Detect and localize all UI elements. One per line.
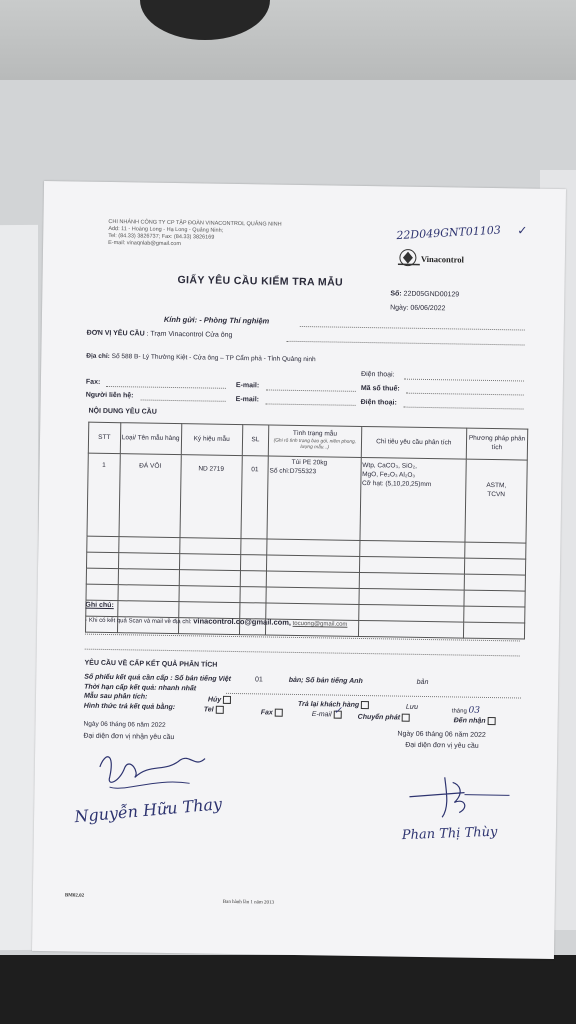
- col-condition: [268, 425, 361, 457]
- courier-checkbox[interactable]: [402, 714, 410, 722]
- criteria-line-1: Wtp, CaCO₃, SiO₂,: [362, 461, 417, 470]
- date-value: 06/06/2022: [410, 304, 446, 313]
- svg-text:Vinacontrol: Vinacontrol: [420, 253, 464, 265]
- tel-label: Tel: [203, 706, 214, 714]
- cell-qty: 01: [241, 456, 269, 539]
- contact-label: Người liên hệ:: [85, 391, 134, 400]
- copies-label: Số phiếu kết quả cần cấp : Số bản tiếng Việt: [84, 673, 232, 683]
- copies-unit-2: bản: [416, 678, 429, 687]
- greeting: Kính gửi: - Phòng Thí nghiệm: [163, 314, 270, 326]
- fax-option-label: Fax: [260, 709, 273, 717]
- col-symbol: Ký hiệu mẫu: [181, 424, 243, 456]
- after-analysis-label: Mẫu sau phân tích:: [83, 692, 148, 701]
- left-sign-title: Đại diện đơn vị nhận yêu cầu: [83, 732, 175, 742]
- right-sign-date: Ngày 06 tháng 06 năm 2022: [397, 730, 486, 739]
- notes-email-1: vinacontrol.co@gmail.com,: [193, 616, 292, 627]
- date-label: Ngày:: [390, 304, 409, 312]
- handwritten-code: 22D049GNT01103: [396, 223, 502, 243]
- return-label: Trả lại khách hàng: [297, 700, 360, 709]
- option-courier[interactable]: [358, 713, 411, 722]
- pickup-label: Đến nhận: [453, 717, 486, 725]
- months-label: tháng: [451, 708, 467, 715]
- phone-label: Điện thoại:: [361, 370, 395, 379]
- col-condition-note: (Ghi rõ tình trạng bao gói, niêm phong, lượng mẫu...): [273, 438, 357, 451]
- left-signer-name: Nguyễn Hữu Thay: [73, 794, 223, 827]
- form-code: BM02.02: [64, 893, 85, 899]
- return-checkbox[interactable]: [361, 701, 369, 709]
- table-row: [87, 453, 527, 543]
- notes-prefix: - Khi có kết quả Scan và mail về địa chỉ:: [85, 617, 192, 626]
- email-option-label: E-mail: [311, 711, 332, 719]
- store-months: [452, 706, 480, 715]
- option-tel[interactable]: [204, 706, 224, 714]
- right-signature: [404, 772, 515, 828]
- criteria-line-2: MgO, Fe₂O₃ Al₂O₃: [362, 470, 416, 479]
- option-cancel[interactable]: [208, 696, 231, 704]
- content-heading: NỘI DUNG YÊU CẦU: [88, 407, 157, 416]
- notes-heading: Ghi chú:: [85, 601, 114, 610]
- number-value: 22D05GND00129: [403, 290, 460, 299]
- option-fax[interactable]: [261, 708, 283, 716]
- cell-symbol: ND 2719: [180, 455, 242, 539]
- address-value: Số 588 B- Lý Thường Kiệt - Cửa ông – TP Cẩm phả - Tỉnh Quảng ninh: [111, 353, 316, 364]
- cell-stt: 1: [87, 453, 120, 536]
- cell-sample-name: ĐÁ VÔI: [119, 454, 181, 538]
- col-stt: STT: [88, 422, 120, 453]
- email-label: E-mail:: [235, 381, 260, 390]
- cell-criteria: [360, 457, 467, 542]
- desk-edge: [0, 955, 576, 1024]
- cell-condition: [267, 456, 361, 540]
- right-sign-title: Đại diện đơn vị yêu cầu: [405, 741, 479, 750]
- cancel-label: Hủy: [207, 696, 222, 704]
- deadline: Thời hạn cấp kết quả: nhanh nhất: [84, 683, 197, 693]
- method-line-2: TCVN: [487, 490, 506, 498]
- courier-label: Chuyển phát: [357, 713, 401, 722]
- tax-label: Mã số thuế:: [360, 384, 400, 393]
- form-title: GIẤY YÊU CẦU KIỂM TRA MẪU: [177, 274, 344, 289]
- method-line-1: ASTM,: [486, 481, 507, 490]
- check-mark: ✓: [517, 223, 528, 238]
- address-label: Địa chỉ:: [86, 352, 110, 361]
- left-sign-date: Ngày 06 tháng 06 năm 2022: [83, 720, 166, 729]
- col-sample-name: Loại/ Tên mẫu hàng: [120, 423, 182, 455]
- background-top: [0, 0, 576, 80]
- tel-checkbox[interactable]: [216, 706, 224, 714]
- request-form-page: [32, 181, 566, 959]
- result-heading: YÊU CẦU VỀ CẤP KẾT QUẢ PHÂN TÍCH: [84, 659, 218, 669]
- email2-label: E-mail:: [235, 395, 260, 404]
- option-email[interactable]: [311, 705, 343, 719]
- fax-label: Fax:: [85, 378, 101, 386]
- request-table: [85, 422, 528, 640]
- copies-unit: bản; Số bản tiếng Anh: [288, 676, 363, 686]
- store-label: Lưu: [405, 703, 419, 711]
- col-qty: SL: [242, 425, 269, 456]
- company-email: E-mail: vinaqnlab@gmail.com: [108, 239, 181, 248]
- col-criteria: Chỉ tiêu yêu cầu phân tích: [361, 426, 467, 459]
- criteria-line-3: Cỡ hạt: (5,10,20,25)mm: [361, 479, 432, 488]
- right-signer-name: Phan Thị Thùy: [401, 824, 498, 844]
- delivery-method-label: Hình thức trả kết quả bằng:: [83, 702, 176, 712]
- cell-method: [465, 459, 527, 543]
- unit-value: : Trạm Vinacontrol Cửa ông: [146, 330, 233, 339]
- email-check-mark: ✓: [333, 705, 343, 717]
- col-condition-label: Tình trạng mẫu: [292, 430, 338, 438]
- under-sheet-left: [0, 225, 38, 950]
- copies-value: 01: [254, 676, 263, 684]
- email-checkbox[interactable]: [333, 705, 343, 719]
- option-pickup[interactable]: [454, 716, 496, 725]
- condition-line-1: Túi PE 20kg: [291, 458, 328, 467]
- number-label: Số:: [390, 290, 402, 298]
- condition-line-2: Số chì:D755323: [269, 467, 317, 476]
- company-tel-fax: Tel: (84.33) 3826737; Fax: (84.33) 3826169: [108, 232, 215, 241]
- cancel-checkbox[interactable]: [223, 696, 231, 704]
- months-value: 03: [468, 705, 481, 716]
- option-store: [406, 704, 418, 711]
- phone2-label: Điện thoại:: [360, 398, 397, 407]
- company-address: Add: 11 - Hoàng Long - Hạ Long - Quảng Ninh;: [108, 225, 224, 234]
- company-name: CHI NHÁNH CÔNG TY CP TẬP ĐOÀN VINACONTROL QUẢNG NINH: [108, 218, 282, 228]
- pickup-checkbox[interactable]: [487, 717, 495, 725]
- col-method: Phương pháp phân tích: [466, 428, 528, 460]
- fax-checkbox[interactable]: [275, 709, 283, 717]
- unit-label: ĐƠN VỊ YÊU CẦU: [86, 329, 145, 338]
- edition-note: Ban hành lần 1 năm 2013: [222, 899, 275, 906]
- vinacontrol-logo: [398, 247, 488, 274]
- notes-email-2: tocuong@gmail.com: [292, 620, 348, 628]
